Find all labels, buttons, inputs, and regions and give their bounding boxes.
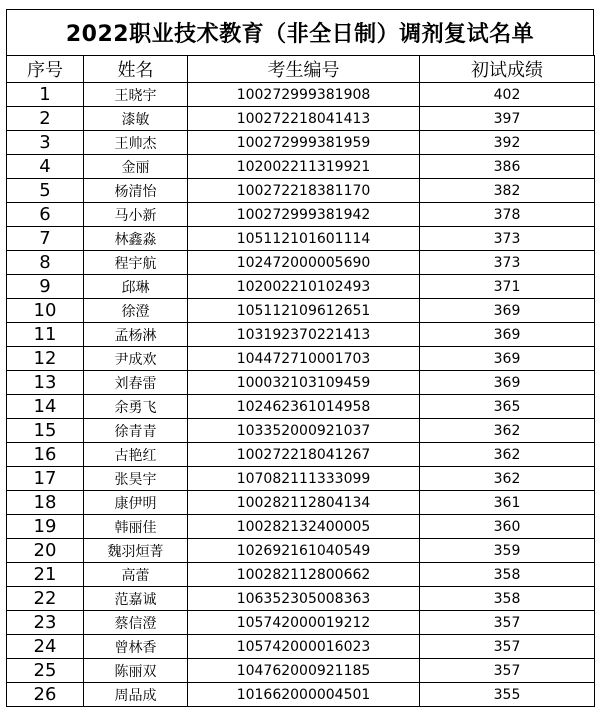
cell-name: 金丽 [84,155,188,179]
cell-seq: 10 [7,299,84,323]
table-row [7,539,595,563]
cell-seq: 13 [7,371,84,395]
table-row [7,155,595,179]
cell-score: 355 [420,683,595,707]
cell-seq: 3 [7,131,84,155]
cell-name: 魏羽烜菁 [84,539,188,563]
cell-score: 373 [420,251,595,275]
table-row [7,227,595,251]
cell-name: 邱琳 [84,275,188,299]
cell-seq: 15 [7,419,84,443]
cell-score: 378 [420,203,595,227]
cell-seq: 14 [7,395,84,419]
cell-exam-id: 103352000921037 [188,419,420,443]
cell-name: 陈丽双 [84,659,188,683]
cell-score: 402 [420,83,595,107]
table-row [7,179,595,203]
cell-seq: 7 [7,227,84,251]
cell-score: 361 [420,491,595,515]
sheet-title: 2022职业技术教育（非全日制）调剂复试名单 [6,9,594,55]
cell-exam-id: 100272999381908 [188,83,420,107]
cell-name: 蔡信澄 [84,611,188,635]
cell-seq: 24 [7,635,84,659]
cell-seq: 6 [7,203,84,227]
table-row [7,323,595,347]
cell-exam-id: 100272999381942 [188,203,420,227]
cell-seq: 20 [7,539,84,563]
cell-name: 马小新 [84,203,188,227]
cell-seq: 23 [7,611,84,635]
cell-score: 392 [420,131,595,155]
cell-exam-id: 104762000921185 [188,659,420,683]
cell-exam-id: 100272999381959 [188,131,420,155]
cell-name: 王晓宇 [84,83,188,107]
table-row [7,563,595,587]
cell-seq: 16 [7,443,84,467]
cell-seq: 5 [7,179,84,203]
cell-name: 尹成欢 [84,347,188,371]
table-row [7,659,595,683]
cell-name: 程宇航 [84,251,188,275]
cell-seq: 11 [7,323,84,347]
table-row [7,611,595,635]
table-row [7,419,595,443]
header-name: 姓名 [84,56,188,83]
cell-score: 357 [420,611,595,635]
cell-score: 386 [420,155,595,179]
table-row [7,515,595,539]
cell-exam-id: 102692161040549 [188,539,420,563]
cell-exam-id: 105112109612651 [188,299,420,323]
cell-name: 杨清怡 [84,179,188,203]
cell-seq: 9 [7,275,84,299]
cell-exam-id: 102002211319921 [188,155,420,179]
header-exam-id: 考生编号 [188,56,420,83]
cell-score: 369 [420,323,595,347]
cell-score: 357 [420,659,595,683]
table-row [7,131,595,155]
score-sheet [6,9,594,707]
table-row [7,371,595,395]
table-row [7,683,595,707]
header-row [7,56,595,83]
cell-name: 余勇飞 [84,395,188,419]
cell-seq: 4 [7,155,84,179]
cell-name: 张昊宇 [84,467,188,491]
cell-score: 369 [420,347,595,371]
cell-name: 林鑫淼 [84,227,188,251]
cell-score: 362 [420,467,595,491]
cell-exam-id: 106352305008363 [188,587,420,611]
cell-exam-id: 105742000016023 [188,635,420,659]
header-score: 初试成绩 [420,56,595,83]
cell-score: 360 [420,515,595,539]
table-row [7,443,595,467]
cell-seq: 26 [7,683,84,707]
cell-seq: 18 [7,491,84,515]
cell-name: 徐澄 [84,299,188,323]
cell-score: 382 [420,179,595,203]
cell-score: 369 [420,299,595,323]
cell-score: 362 [420,419,595,443]
cell-exam-id: 102462361014958 [188,395,420,419]
cell-exam-id: 100282132400005 [188,515,420,539]
table-row [7,83,595,107]
cell-name: 徐青青 [84,419,188,443]
cell-exam-id: 102472000005690 [188,251,420,275]
table-row [7,395,595,419]
cell-seq: 2 [7,107,84,131]
cell-name: 古艳红 [84,443,188,467]
cell-score: 369 [420,371,595,395]
cell-seq: 17 [7,467,84,491]
table-row [7,347,595,371]
cell-seq: 19 [7,515,84,539]
cell-seq: 25 [7,659,84,683]
cell-score: 357 [420,635,595,659]
table-row [7,299,595,323]
table-row [7,491,595,515]
cell-exam-id: 100272218041413 [188,107,420,131]
table-body [7,83,595,707]
table-row [7,587,595,611]
cell-score: 362 [420,443,595,467]
cell-exam-id: 100282112804134 [188,491,420,515]
cell-name: 高蕾 [84,563,188,587]
cell-seq: 21 [7,563,84,587]
cell-name: 漆敏 [84,107,188,131]
cell-score: 358 [420,587,595,611]
cell-name: 曾林香 [84,635,188,659]
cell-exam-id: 105742000019212 [188,611,420,635]
cell-seq: 1 [7,83,84,107]
table-row [7,467,595,491]
cell-exam-id: 101662000004501 [188,683,420,707]
table-row [7,203,595,227]
cell-name: 康伊明 [84,491,188,515]
cell-exam-id: 104472710001703 [188,347,420,371]
cell-score: 397 [420,107,595,131]
cell-name: 孟杨淋 [84,323,188,347]
cell-name: 韩丽佳 [84,515,188,539]
cell-exam-id: 100272218041267 [188,443,420,467]
applicant-table [6,55,595,707]
cell-score: 359 [420,539,595,563]
cell-name: 刘春雷 [84,371,188,395]
cell-score: 358 [420,563,595,587]
cell-score: 373 [420,227,595,251]
cell-seq: 22 [7,587,84,611]
cell-name: 范嘉诚 [84,587,188,611]
table-row [7,107,595,131]
cell-exam-id: 107082111333099 [188,467,420,491]
cell-name: 王帅杰 [84,131,188,155]
cell-exam-id: 102002210102493 [188,275,420,299]
table-row [7,251,595,275]
cell-exam-id: 100272218381170 [188,179,420,203]
cell-exam-id: 100032103109459 [188,371,420,395]
cell-seq: 8 [7,251,84,275]
cell-seq: 12 [7,347,84,371]
cell-exam-id: 103192370221413 [188,323,420,347]
cell-score: 365 [420,395,595,419]
cell-exam-id: 105112101601114 [188,227,420,251]
cell-name: 周品成 [84,683,188,707]
cell-exam-id: 100282112800662 [188,563,420,587]
header-seq: 序号 [7,56,84,83]
cell-score: 371 [420,275,595,299]
table-row [7,275,595,299]
table-row [7,635,595,659]
